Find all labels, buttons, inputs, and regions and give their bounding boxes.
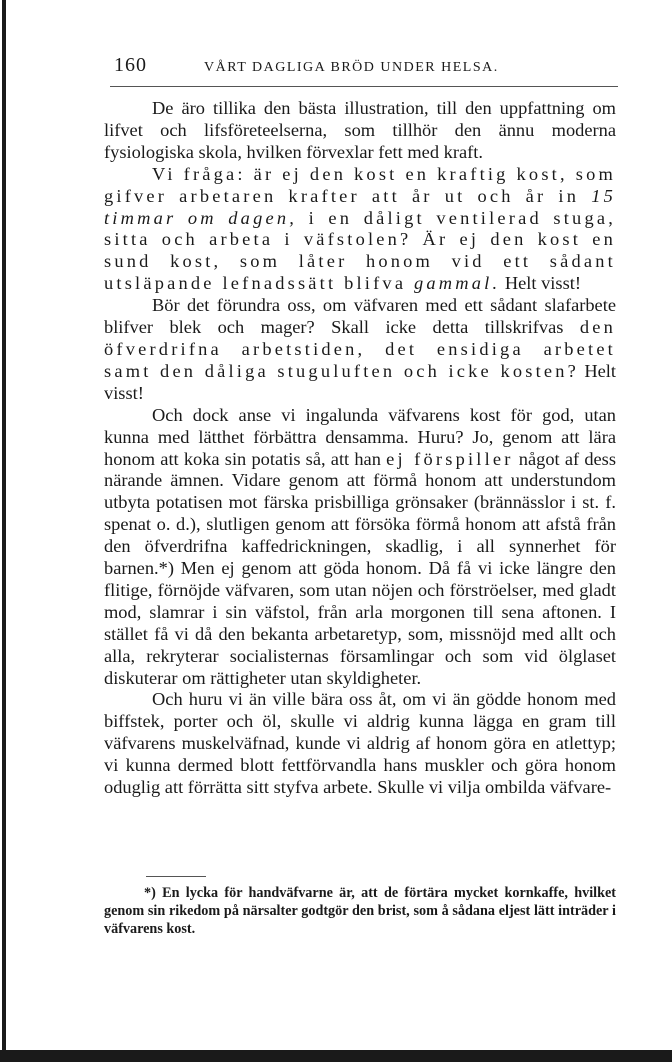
- running-title: VÅRT DAGLIGA BRÖD UNDER HELSA.: [204, 60, 499, 75]
- footnote-text: *) En lycka för handväfvarne är, att de förtära mycket kornkaffe, hvilket genom sin rikedom på närsalter godtgör den brist, som å sådana eljest lätt inträder i väfvarens kost.: [104, 885, 616, 937]
- scan-edge-left: [2, 0, 6, 1062]
- paragraph-4: Och dock anse vi ingalunda väfvarens kost för god, utan kunna med lätthet förbättra densamma. Huru? Jo, genom att lära honom att koka sin potatis så, att han ej förspiller något af dess närande ämnen. Vidare genom att förmå honom att understundom utbyta potatisen mot färska prisbilliga grönsaker (brännässlor i st. f. spenat o. d.), slutligen genom att försöka förmå honom att afstå från den öfverdrifna kaffedrickningen, skadlig, i all synnerhet för barnen.*) Men ej genom att göda honom. Då få vi icke längre den flitige, förnöjde väfvaren, som utan nöjen och förströelser, med gladt mod, slamrar i sin väfstol, från arla morgonen till sena aftonen. I stället få vi då den bekanta arbetaretyp, som, missnöjd med allt och alla, rekryterar socialisternas församlingar och som vid ölglaset diskuterar om rättigheter utan skyldigheter.: [104, 404, 616, 688]
- paragraph-2: Vi fråga: är ej den kost en kraftig kost, som gifver arbetaren krafter att år ut och år in 15 timmar om dagen, i en dåligt ventilerad stuga, sitta och arbeta i väfstolen? Är ej den kost en sund kost, som låter honom vid ett sådant utsläpande lefnadssätt blifva gammal. Helt visst!: [104, 163, 616, 294]
- page-number: 160: [114, 54, 147, 76]
- footnote-marker: *): [158, 558, 174, 579]
- footnote: [104, 884, 616, 938]
- scan-edge-bottom: [0, 1050, 672, 1062]
- paragraph-1: De äro tillika den bästa illustration, till den uppfattning om lifvet och lifsföreteelserna, som tillhör den ännu moderna fysiologiska skola, hvilken förvexlar fett med kraft.: [104, 98, 616, 162]
- paragraph-5: Och huru vi än ville bära oss åt, om vi än gödde honom med biffstek, porter och öl, skulle vi aldrig kunna lägga en gram till väfvarens muskelväfnad, kunde vi aldrig af honom göra en atlettyp; vi kunna dermed blott fettförvandla hans muskler och göra honom oduglig att förrätta sitt styfva arbete. Skulle vi vilja ombilda väfvare-: [104, 689, 616, 798]
- paragraph-3: Bör det förundra oss, om väfvaren med ett sådant slafarbete blifver blek och mager? Skall icke detta tillskrifvas den öfverdrifna arbetstiden, det ensidiga arbetet samt den dåliga stuguluften och icke kosten? Helt visst!: [104, 295, 617, 403]
- footnote-rule: [146, 876, 206, 877]
- header-rule: [110, 86, 618, 87]
- page-header: [108, 52, 616, 86]
- body-text: [104, 98, 616, 799]
